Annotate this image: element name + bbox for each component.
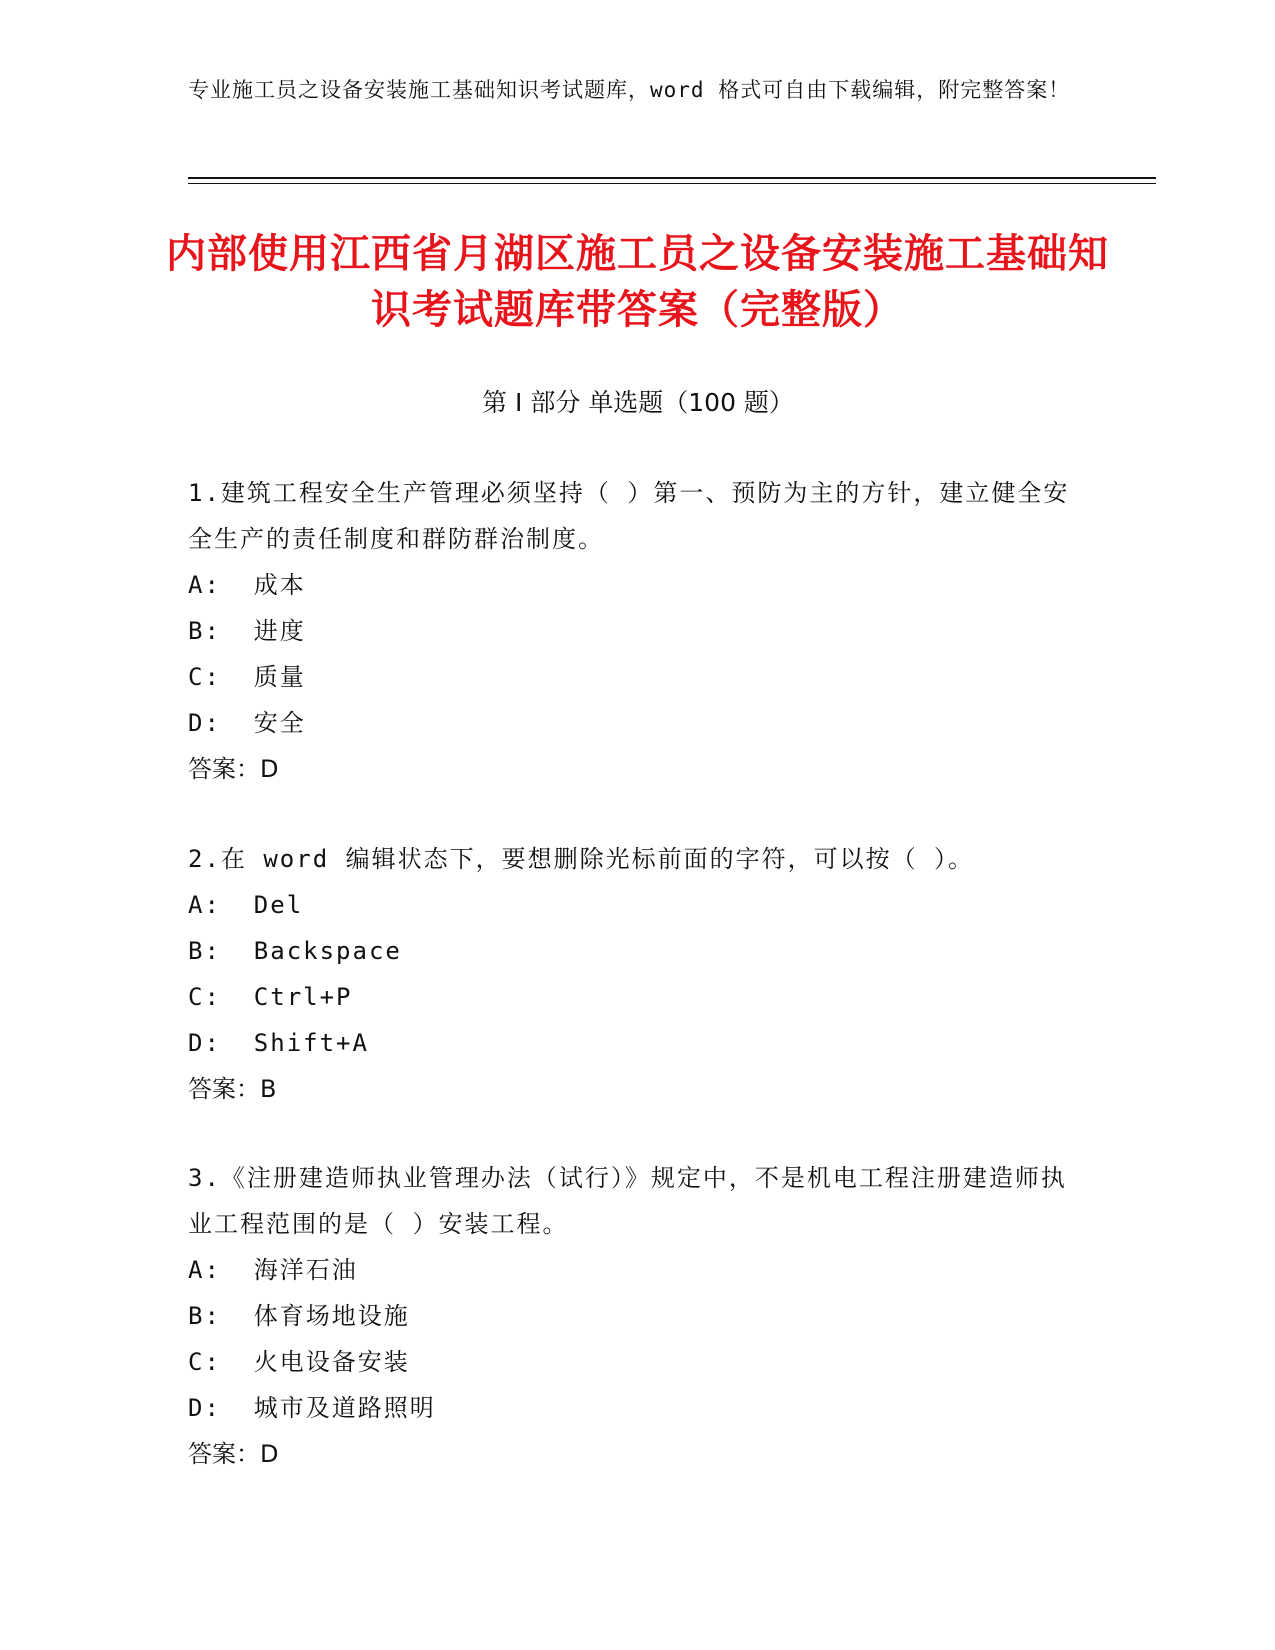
question-2 bbox=[188, 836, 1088, 1112]
option-d: D: 安全 bbox=[188, 709, 306, 737]
option-d: D: 城市及道路照明 bbox=[188, 1394, 436, 1422]
question-stem: 1.建筑工程安全生产管理必须坚持（ ）第一、预防为主的方针，建立健全安全生产的责任制度和群防群治制度。 bbox=[188, 479, 1070, 553]
option-a: A: Del bbox=[188, 891, 304, 919]
question-1 bbox=[188, 470, 1088, 792]
document-title: 内部使用江西省月湖区施工员之设备安装施工基础知识考试题库带答案（完整版） bbox=[166, 231, 1109, 333]
answer-text: 答案：B bbox=[188, 1075, 277, 1103]
question-3 bbox=[188, 1155, 1088, 1477]
option-a: A: 成本 bbox=[188, 571, 306, 599]
option-b: B: 体育场地设施 bbox=[188, 1302, 410, 1330]
answer-text: 答案：D bbox=[188, 755, 279, 783]
header-rule-thick bbox=[188, 177, 1156, 179]
question-stem: 3.《注册建造师执业管理办法（试行）》规定中，不是机电工程注册建造师执业工程范围的是（ ）安装工程。 bbox=[188, 1164, 1067, 1238]
option-c: C: Ctrl+P bbox=[188, 983, 353, 1011]
header-rule-thin bbox=[188, 183, 1156, 184]
option-a: A: 海洋石油 bbox=[188, 1256, 358, 1284]
answer-text: 答案：D bbox=[188, 1440, 279, 1468]
header-note: 专业施工员之设备安装施工基础知识考试题库，word 格式可自由下载编辑，附完整答案！ bbox=[188, 78, 1071, 102]
option-b: B: 进度 bbox=[188, 617, 306, 645]
section-title: 第 I 部分 单选题（100 题） bbox=[482, 388, 794, 417]
question-stem: 2.在 word 编辑状态下，要想删除光标前面的字符，可以按（ ）。 bbox=[188, 845, 975, 873]
option-d: D: Shift+A bbox=[188, 1029, 369, 1057]
option-c: C: 质量 bbox=[188, 663, 306, 691]
option-c: C: 火电设备安装 bbox=[188, 1348, 410, 1376]
option-b: B: Backspace bbox=[188, 937, 402, 965]
